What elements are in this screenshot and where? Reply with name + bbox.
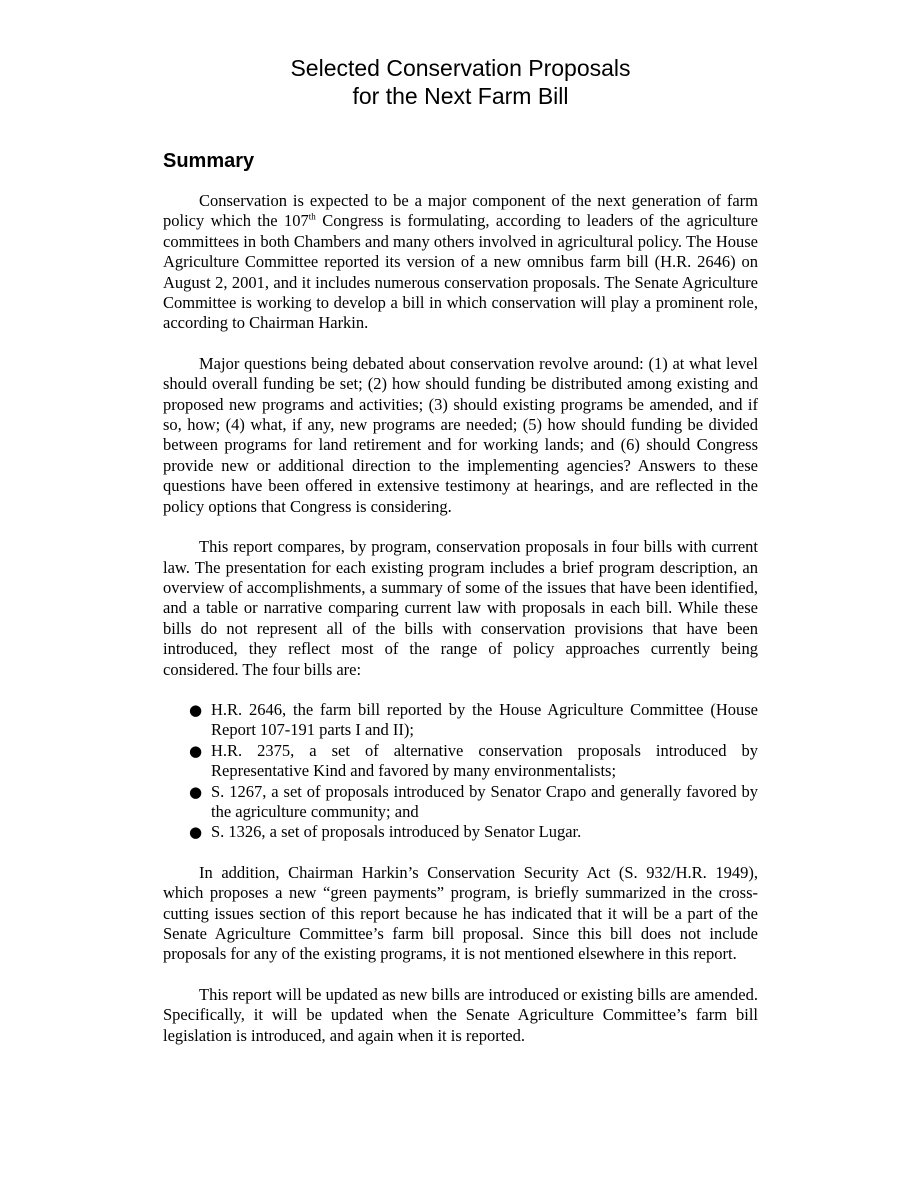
summary-heading: Summary — [163, 150, 255, 172]
paragraph-2: Major questions being debated about conservation revolve around: (1) at what level should overall funding be set; (2) how should funding be distributed among existing and proposed new programs and activities; (3) should existing programs be amended, and if so, how; (4) what, if any, new programs are needed; (5) how should funding be divided between programs for land retirement and for working lands; and (6) should Congress provide new or additional direction to the implementing agencies? Answers to these questions have been offered in extensive testimony at hearings, and are reflected in the policy options that Congress is considering. — [163, 353, 758, 516]
paragraph-1-text-a: Conservation is expected to be a major component of the next generation of farm policy which the 107 — [163, 191, 758, 231]
bill-text: S. 1326, a set of proposals introduced by Senator Lugar. — [211, 822, 582, 842]
bullet-icon: ● — [189, 700, 203, 719]
bill-text: H.R. 2646, the farm bill reported by the House Agriculture Committee (House Report 107-191 parts I and II); — [211, 699, 758, 740]
list-item — [189, 781, 758, 823]
paragraph-3: This report compares, by program, conservation proposals in four bills with current law. The presentation for each existing program includes a brief program description, an overview of accomplishments, a summary of some of the issues that have been identified, and a table or narrative comparing current law with proposals in each bill. While these bills do not represent all of the bills with conservation provisions that have been introduced, they reflect most of the range of policy approaches currently being considered. The four bills are: — [163, 537, 758, 679]
document-page — [163, 54, 758, 1046]
list-item — [189, 699, 758, 741]
summary-body — [163, 191, 758, 1046]
document-title — [163, 54, 758, 110]
bullet-icon: ● — [189, 823, 203, 842]
title-line-2: for the Next Farm Bill — [352, 83, 569, 109]
title-line-1: Selected Conservation Proposals — [290, 55, 631, 81]
paragraph-1-text-b: Congress is formulating, according to leaders of the agriculture committees in both Chambers and many others involved in agricultural policy. The House Agriculture Committee reported its version of a new omnibus farm bill (H.R. 2646) on August 2, 2001, and it includes numerous conservation proposals. The Senate Agriculture Committee is working to develop a bill in which conservation will play a prominent role, according to Chairman Harkin. — [163, 211, 758, 333]
ordinal-suffix: th — [308, 211, 316, 222]
list-item — [189, 740, 758, 782]
paragraph-5: This report will be updated as new bills are introduced or existing bills are amended. Specifically, it will be updated when the Senate Agriculture Committee’s farm bill legislation is introduced, and again when it is reported. — [163, 984, 758, 1045]
paragraph-4: In addition, Chairman Harkin’s Conservation Security Act (S. 932/H.R. 1949), which proposes a new “green payments” program, is briefly summarized in the cross-cutting issues section of this report because he has indicated that it will be a part of the Senate Agriculture Committee’s farm bill proposal. Since this bill does not include proposals for any of the existing programs, it is not mentioned elsewhere in this report. — [163, 862, 758, 964]
bullet-icon: ● — [189, 741, 203, 760]
paragraph-1 — [163, 191, 758, 334]
list-item — [189, 822, 758, 842]
bill-text: H.R. 2375, a set of alternative conservation proposals introduced by Representative Kind and favored by many environmentalists; — [211, 740, 758, 781]
bill-text: S. 1267, a set of proposals introduced by Senator Crapo and generally favored by the agriculture community; and — [211, 781, 758, 821]
bullet-icon: ● — [189, 782, 203, 801]
bills-list — [163, 700, 758, 843]
